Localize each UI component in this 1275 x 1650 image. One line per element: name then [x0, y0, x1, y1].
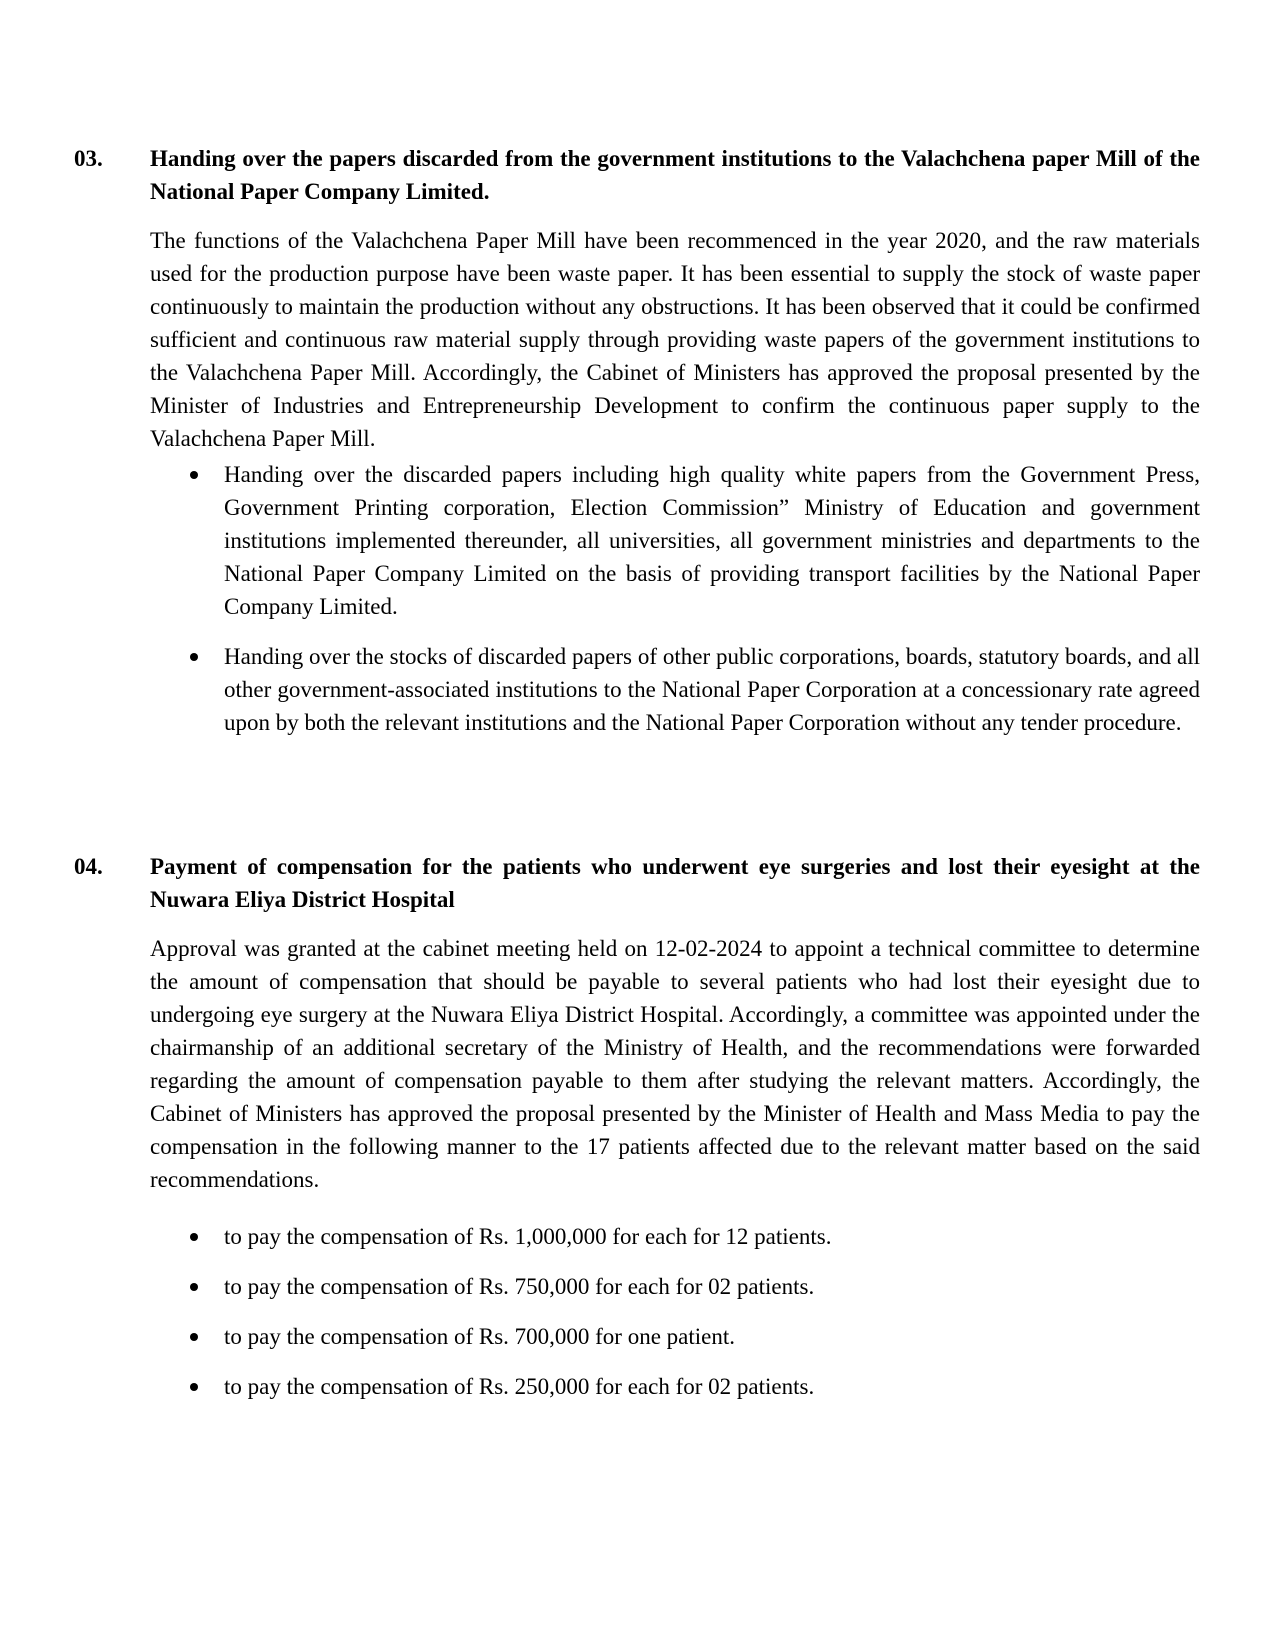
bullet-icon — [190, 653, 198, 661]
list-item — [150, 1370, 1200, 1403]
section-heading: Payment of compensation for the patients who underwent eye surgeries and lost their eyesight at the Nuwara Eliya District Hospital — [150, 854, 1200, 912]
list-item-text: to pay the compensation of Rs. 1,000,000 for each for 12 patients. — [224, 1224, 832, 1249]
bullet-icon — [190, 471, 198, 479]
list-item-text: to pay the compensation of Rs. 250,000 for each for 02 patients. — [224, 1374, 815, 1399]
section-paragraph: Approval was granted at the cabinet meeting held on 12-02-2024 to appoint a technical committee to determine the amount of compensation that should be payable to several patients who had lost their eyesight due to undergoing eye surgery at the Nuwara Eliya District Hospital. Accordingly, a committee was appointed under the chairmanship of an additional secretary of the Ministry of Health, and the recommendations were forwarded regarding the amount of compensation payable to them after studying the relevant matters. Accordingly, the Cabinet of Ministers has approved the proposal presented by the Minister of Health and Mass Media to pay the compensation in the following manner to the 17 patients affected due to the relevant matter based on the said recommendations. — [150, 936, 1200, 1192]
bullet-icon — [190, 1383, 198, 1391]
section-heading: Handing over the papers discarded from the government institutions to the Valachchena paper Mill of the National Paper Company Limited. — [150, 146, 1200, 204]
list-item-text: to pay the compensation of Rs. 750,000 for each for 02 patients. — [224, 1274, 815, 1299]
list-item — [150, 1220, 1200, 1253]
section-number: 04. — [74, 854, 103, 879]
bullet-icon — [190, 1283, 198, 1291]
list-item — [150, 1320, 1200, 1353]
section-number: 03. — [74, 146, 103, 171]
section-paragraph: The functions of the Valachchena Paper Mill have been recommenced in the year 2020, and the raw materials used for the production purpose have been waste paper. It has been essential to supply the stock of waste paper continuously to maintain the production without any obstructions. It has been observed that it could be confirmed sufficient and continuous raw material supply through providing waste papers of the government institutions to the Valachchena Paper Mill. Accordingly, the Cabinet of Ministers has approved the proposal presented by the Minister of Industries and Entrepreneurship Development to confirm the continuous paper supply to the Valachchena Paper Mill. — [150, 228, 1200, 451]
list-item — [150, 1270, 1200, 1303]
bullet-icon — [190, 1333, 198, 1341]
bullet-list — [150, 458, 1200, 739]
list-item — [150, 640, 1200, 739]
bullet-list — [150, 1220, 1200, 1403]
list-item-text: Handing over the discarded papers including high quality white papers from the Government Press, Government Printing corporation, Election Commission” Ministry of Education and government institutions implemented thereunder, all universities, all government ministries and departments to the National Paper Company Limited on the basis of providing transport facilities by the National Paper Company Limited. — [224, 462, 1200, 619]
list-item-text: Handing over the stocks of discarded papers of other public corporations, boards, statutory boards, and all other government-associated institutions to the National Paper Corporation at a concessionary rate agreed upon by both the relevant institutions and the National Paper Corporation without any tender procedure. — [224, 644, 1200, 735]
bullet-icon — [190, 1233, 198, 1241]
list-item-text: to pay the compensation of Rs. 700,000 for one patient. — [224, 1324, 736, 1349]
list-item — [150, 458, 1200, 623]
